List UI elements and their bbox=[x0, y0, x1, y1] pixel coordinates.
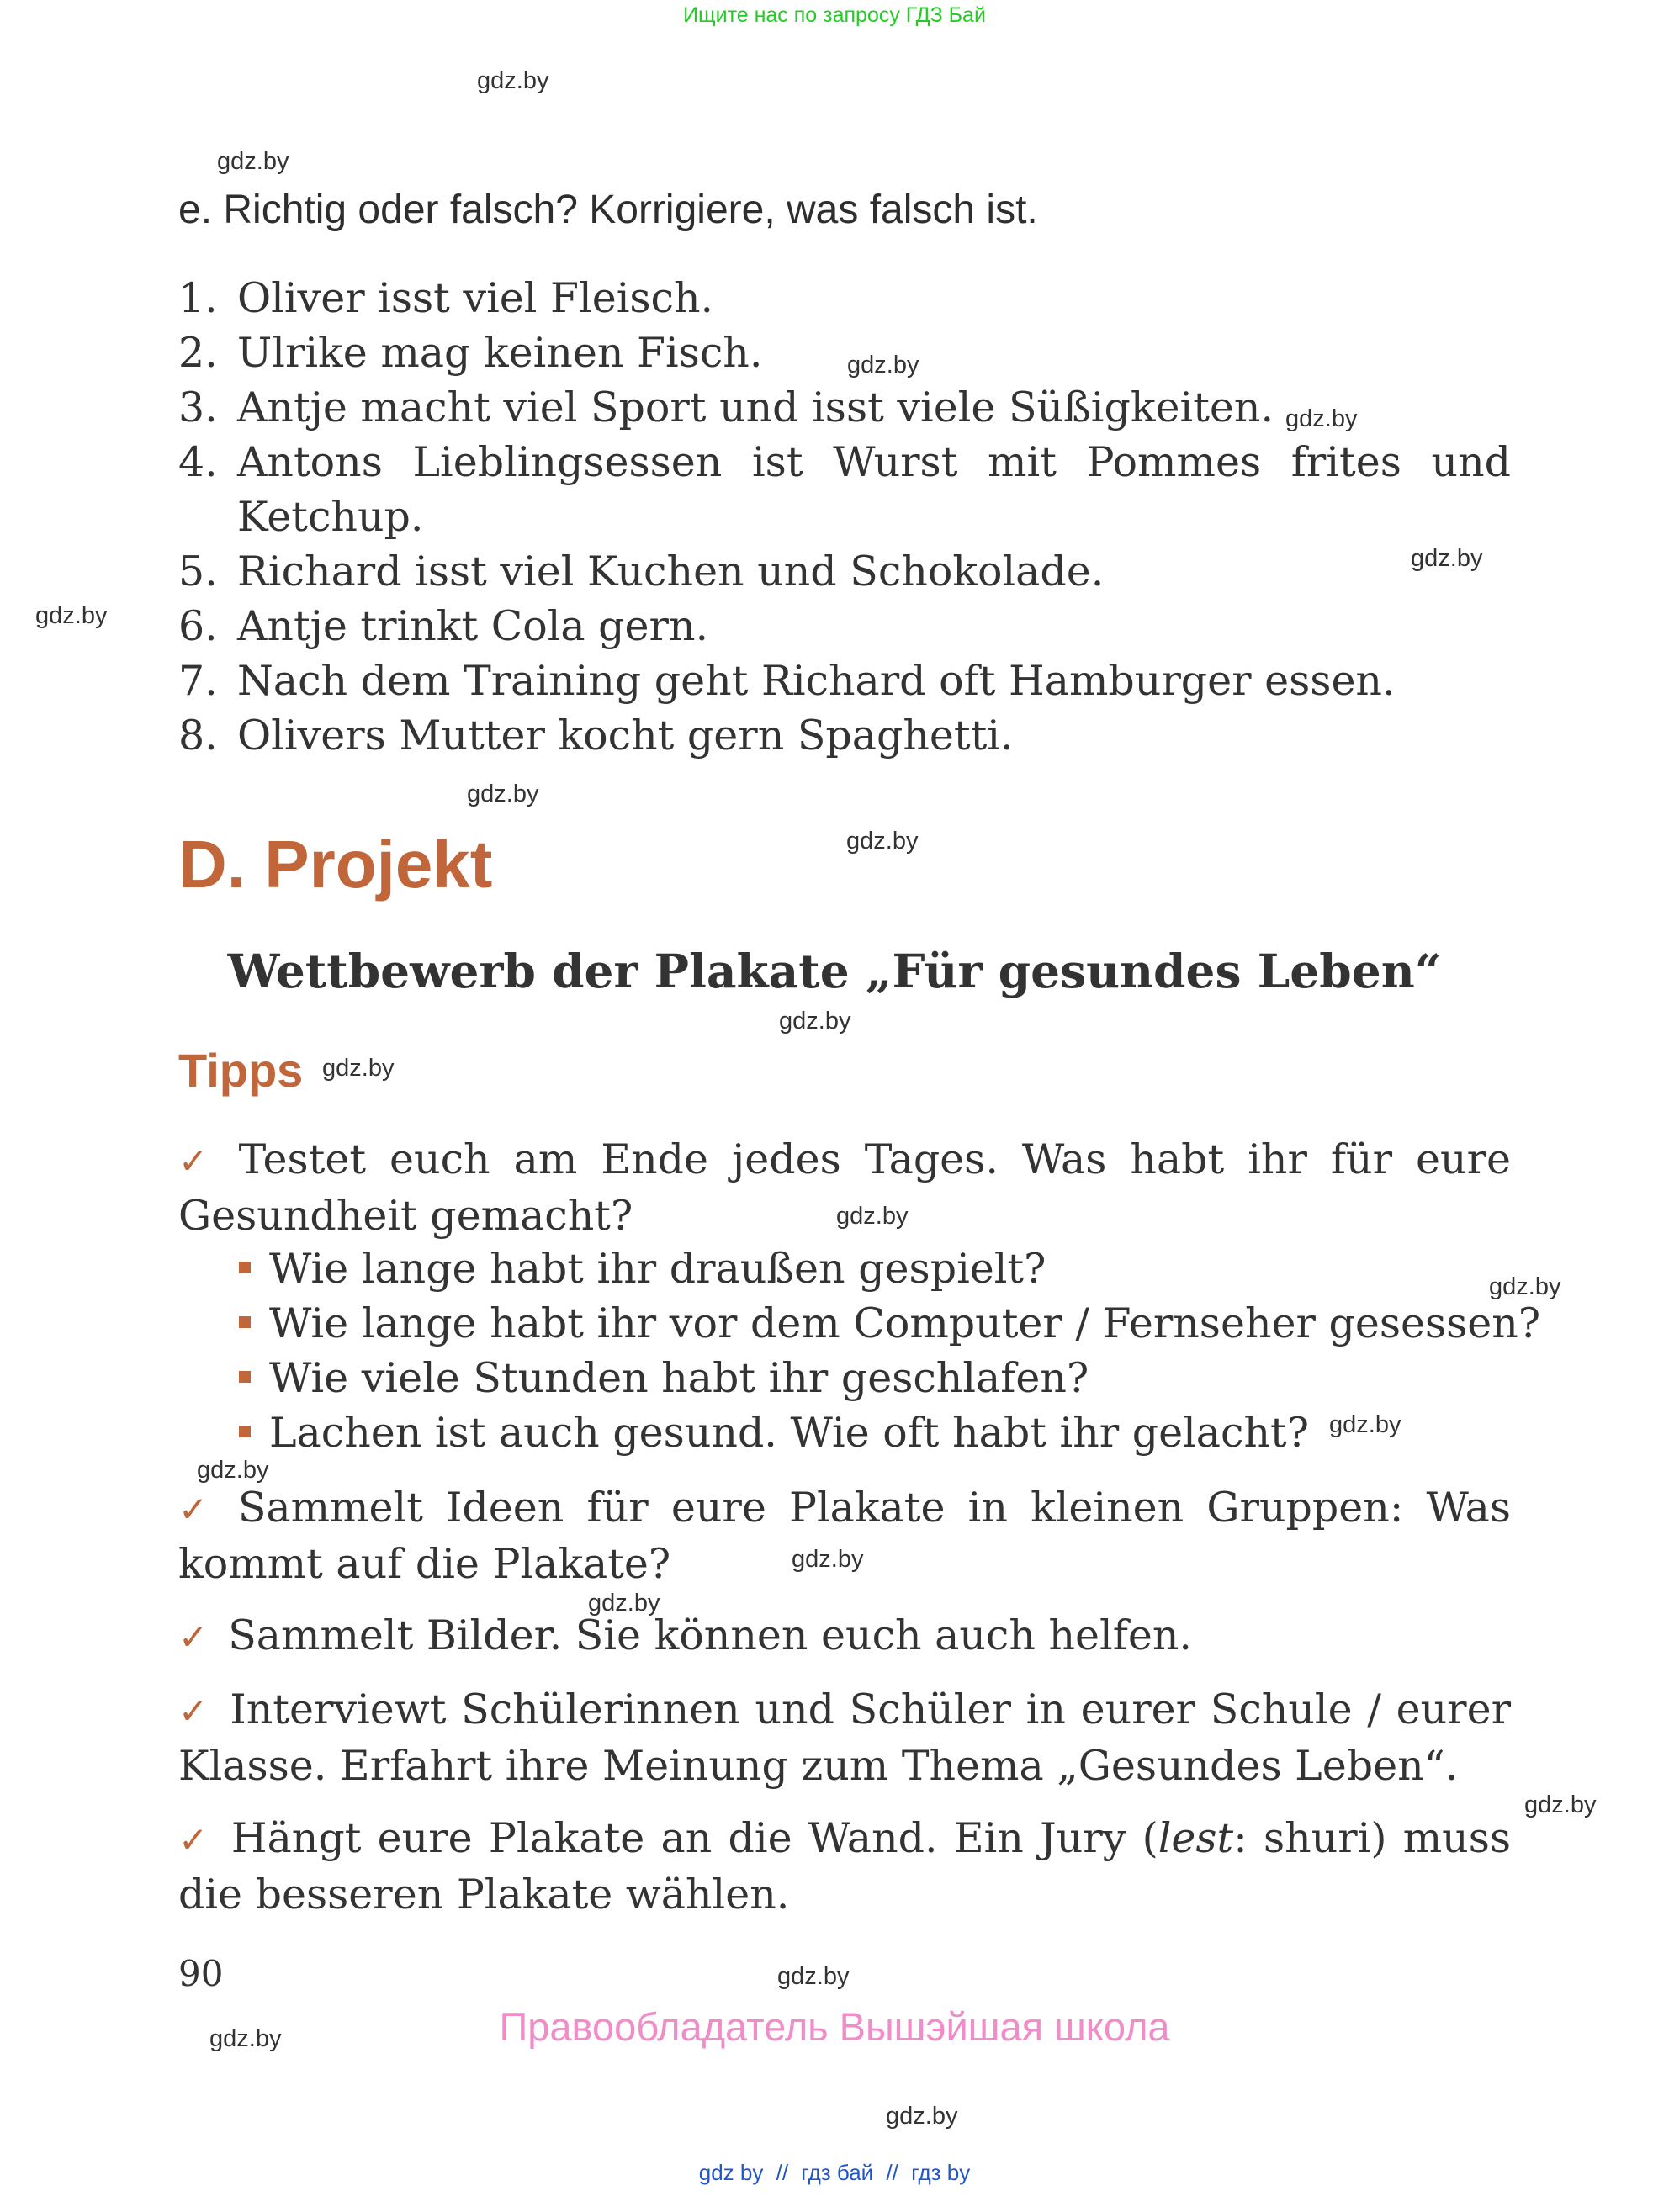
item-text: Richard isst viel Kuchen und Schokolade. bbox=[237, 548, 1105, 595]
square-bullet-icon bbox=[239, 1426, 251, 1437]
item-number: 6. bbox=[178, 602, 218, 650]
tip-item bbox=[178, 1480, 1511, 1591]
watermark: gdz.by bbox=[846, 828, 919, 855]
footer-links bbox=[0, 2160, 1669, 2186]
footer-link[interactable]: гдз бай bbox=[801, 2160, 874, 2185]
watermark: gdz.by bbox=[777, 1963, 850, 1990]
sub-item bbox=[239, 1241, 1518, 1296]
footer-link[interactable]: гдз by bbox=[911, 2160, 971, 2185]
sub-item-text: Lachen ist auch gesund. Wie oft habt ihr gelacht? bbox=[269, 1409, 1309, 1457]
footer-link[interactable]: gdz by bbox=[698, 2160, 764, 2185]
watermark: gdz.by bbox=[35, 602, 108, 629]
tip-text: Sammelt Ideen für eure Plakate in kleinen Gruppen: Was kommt auf die Plakate? bbox=[178, 1484, 1511, 1588]
square-bullet-icon bbox=[239, 1316, 251, 1328]
item-number: 3. bbox=[178, 384, 218, 431]
item-number: 4. bbox=[178, 438, 218, 486]
watermark: gdz.by bbox=[1524, 1791, 1597, 1818]
item-number: 2. bbox=[178, 329, 218, 377]
section-title: D. Projekt bbox=[178, 827, 493, 902]
list-item bbox=[178, 271, 1511, 325]
watermark: gdz.by bbox=[886, 2103, 958, 2130]
statement-list bbox=[178, 271, 1511, 763]
tip-item bbox=[178, 1811, 1511, 1922]
item-text: Antje macht viel Sport und isst viele Süßigkeiten. bbox=[237, 384, 1274, 431]
tip-text: Interviewt Schülerinnen und Schüler in eurer Schule / eurer Klasse. Erfahrt ihre Meinung zum Thema „Gesundes Leben“. bbox=[178, 1685, 1511, 1790]
watermark: gdz.by bbox=[847, 352, 919, 378]
item-number: 7. bbox=[178, 657, 218, 705]
tip-text: Hängt eure Plakate an die Wand. Ein Jury ( bbox=[230, 1814, 1158, 1862]
item-text: Olivers Mutter kocht gern Spaghetti. bbox=[237, 712, 1014, 759]
watermark: gdz.by bbox=[467, 781, 539, 807]
watermark: gdz.by bbox=[1285, 405, 1358, 432]
item-text: Oliver isst viel Fleisch. bbox=[237, 274, 714, 322]
page-number: 90 bbox=[178, 1953, 224, 1994]
list-item bbox=[178, 325, 1511, 380]
item-number: 8. bbox=[178, 712, 218, 759]
check-icon: ✓ bbox=[178, 1617, 209, 1658]
item-text: Ulrike mag keinen Fisch. bbox=[237, 329, 763, 377]
item-text: Antje trinkt Cola gern. bbox=[237, 602, 709, 650]
check-icon: ✓ bbox=[178, 1819, 211, 1860]
sub-item-text: Wie lange habt ihr vor dem Computer / Fernseher gesessen? bbox=[269, 1299, 1541, 1347]
sub-item-text: Wie viele Stunden habt ihr geschlafen? bbox=[269, 1354, 1089, 1402]
item-number: 1. bbox=[178, 274, 218, 322]
tip-text: : shuri) muss die besseren Plakate wählen. bbox=[178, 1814, 1512, 1918]
list-item bbox=[178, 544, 1511, 599]
sub-item bbox=[239, 1405, 1518, 1460]
sub-item bbox=[239, 1351, 1518, 1405]
list-item bbox=[178, 435, 1511, 544]
list-item bbox=[178, 599, 1511, 654]
watermark: gdz.by bbox=[322, 1055, 395, 1082]
watermark: gdz.by bbox=[588, 1590, 660, 1617]
footer-separator: // bbox=[886, 2160, 898, 2185]
item-text: Nach dem Training geht Richard oft Hamburger essen. bbox=[237, 657, 1396, 705]
watermark: gdz.by bbox=[1329, 1411, 1401, 1438]
tip-item bbox=[178, 1132, 1511, 1243]
list-item bbox=[178, 380, 1511, 435]
check-icon: ✓ bbox=[178, 1140, 219, 1182]
check-icon: ✓ bbox=[178, 1691, 210, 1732]
watermark: gdz.by bbox=[197, 1457, 269, 1484]
item-number: 5. bbox=[178, 548, 218, 595]
tipps-heading: Tipps bbox=[178, 1044, 304, 1097]
item-text: Antons Lieblingsessen ist Wurst mit Pommes frites und Ketchup. bbox=[237, 438, 1511, 541]
list-item bbox=[178, 654, 1511, 708]
project-title: Wettbewerb der Plakate „Für gesundes Leben“ bbox=[227, 944, 1442, 998]
watermark: gdz.by bbox=[1411, 545, 1483, 572]
watermark: gdz.by bbox=[209, 2025, 282, 2052]
tip-text: Testet euch am Ende jedes Tages. Was habt ihr für eure Gesundheit gemacht? bbox=[178, 1135, 1511, 1240]
square-bullet-icon bbox=[239, 1371, 251, 1383]
watermark: gdz.by bbox=[836, 1203, 909, 1230]
sub-item bbox=[239, 1296, 1541, 1351]
watermark: gdz.by bbox=[779, 1008, 851, 1035]
tip-item bbox=[178, 1608, 1511, 1664]
square-bullet-icon bbox=[239, 1262, 251, 1273]
watermark: gdz.by bbox=[792, 1546, 864, 1573]
list-item bbox=[178, 708, 1511, 763]
sub-item-text: Wie lange habt ihr draußen gespielt? bbox=[269, 1245, 1046, 1293]
footer-separator: // bbox=[776, 2160, 789, 2185]
watermark: gdz.by bbox=[477, 67, 549, 94]
exercise-heading: e. Richtig oder falsch? Korrigiere, was falsch ist. bbox=[178, 188, 1038, 232]
watermark: gdz.by bbox=[217, 148, 289, 175]
top-search-hint[interactable]: Ищите нас по запросу ГДЗ Бай bbox=[683, 3, 986, 27]
watermark: gdz.by bbox=[1489, 1273, 1561, 1300]
tip-text: Sammelt Bilder. Sie können euch auch helfen. bbox=[228, 1611, 1192, 1659]
tip-item bbox=[178, 1682, 1511, 1793]
check-icon: ✓ bbox=[178, 1489, 218, 1530]
tip-italic-text: lest bbox=[1158, 1814, 1234, 1862]
rights-holder: Правообладатель Вышэйшая школа bbox=[499, 2004, 1170, 2049]
